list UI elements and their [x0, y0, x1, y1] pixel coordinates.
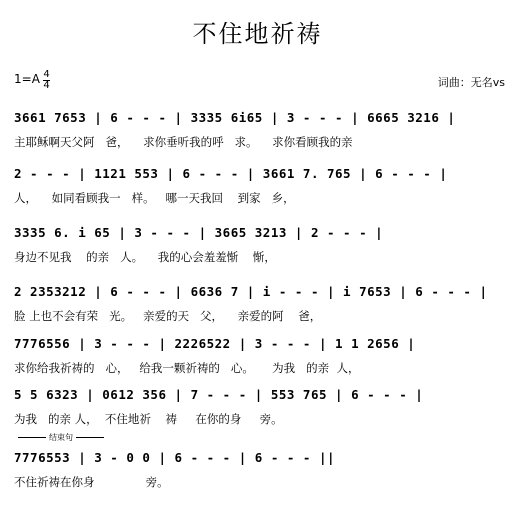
notation-line: 2 - - - | 1121 553 | 6 - - - | 3661 7. 765 | 6 - - - |: [14, 166, 448, 181]
lyrics-line: 身边不见我 的亲 人。 我的心会羞羞惭 惭，: [14, 250, 276, 264]
time-signature: [43, 70, 50, 91]
ending-phrase-label: [18, 432, 104, 443]
notation-line: 7776553 | 3 - 0 0 | 6 - - - | 6 - - - ||: [14, 450, 336, 465]
notation-line: 5 5 6323 | 0612 356 | 7 - - - | 553 765 | 6 - - - |: [14, 387, 424, 402]
credits: 词曲：无名vs: [437, 76, 505, 89]
notation-line: 7776556 | 3 - - - | 2226522 | 3 - - - | 1 1 2656 |: [14, 336, 416, 351]
lyrics-line: 人， 如同看顾我一 样。 哪一天我回 到家 乡，: [14, 191, 295, 205]
key-signature: 1=A: [14, 72, 40, 86]
time-signature-top: 4: [43, 69, 50, 80]
ending-line-right: [76, 437, 104, 438]
lyrics-line: 求你给我祈祷的 心， 给我一颗祈祷的 心。 为我 的亲 人，: [14, 361, 360, 375]
lyrics-line: 为我 的亲 人， 不住地祈 祷 在你的身 旁。: [14, 412, 283, 426]
notation-line: 3661 7653 | 6 - - - | 3335 6i65 | 3 - - - | 6665 3216 |: [14, 110, 456, 125]
lyrics-line: 主耶稣啊天父阿 爸， 求你垂听我的呼 求。 求你看顾我的亲: [14, 135, 353, 149]
ending-line-left: [18, 437, 46, 438]
time-signature-bottom: 4: [43, 80, 50, 91]
notation-line: 3335 6. i 65 | 3 - - - | 3665 3213 | 2 - - - |: [14, 225, 384, 240]
song-title: 不住地祈祷: [192, 20, 323, 48]
notation-line: 2 2353212 | 6 - - - | 6636 7 | i - - - | i 7653 | 6 - - - |: [14, 284, 488, 299]
ending-label-text: 结束句: [49, 433, 73, 442]
lyrics-line: 不住祈祷在你身 旁。: [14, 475, 169, 489]
lyrics-line: 脸 上也不会有荣 光。 亲爱的天 父， 亲爱的阿 爸，: [14, 309, 322, 323]
